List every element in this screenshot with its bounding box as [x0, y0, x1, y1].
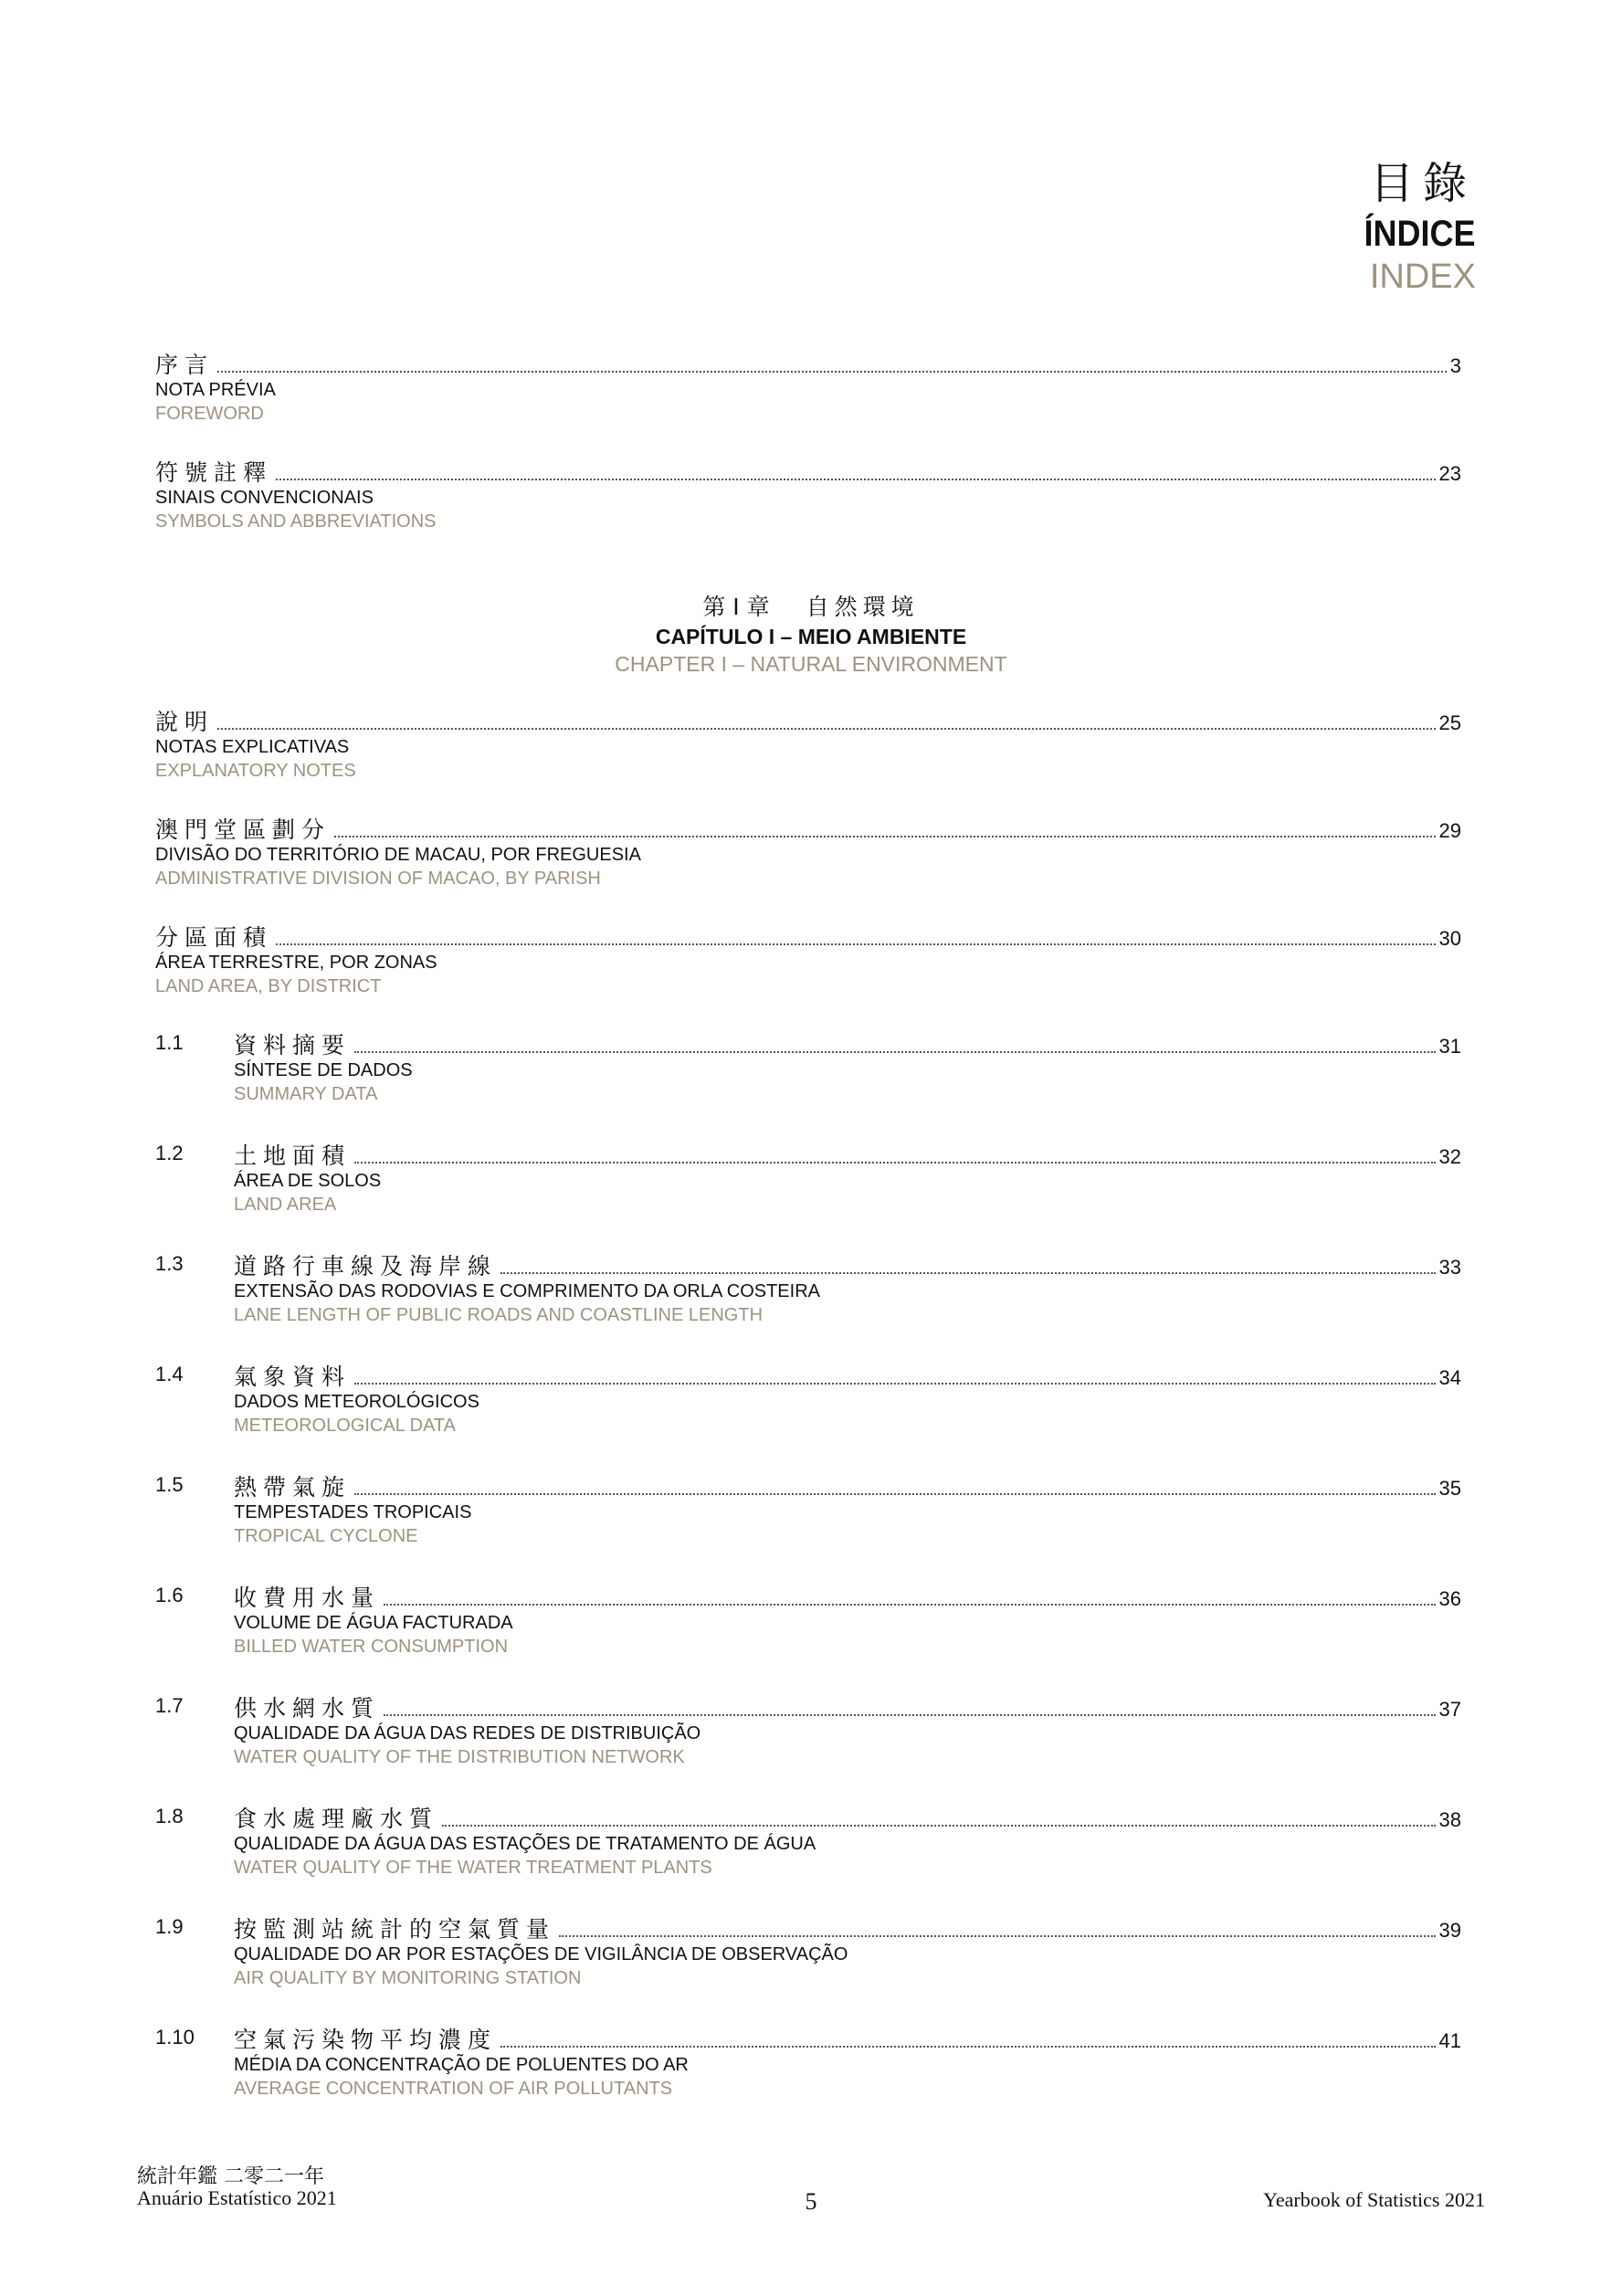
entry-title-zh: 序言: [155, 352, 215, 378]
entry-title-zh: 土地面積: [234, 1143, 352, 1169]
dot-leader: [500, 1272, 1436, 1274]
entry-title-zh: 收費用水量: [234, 1585, 381, 1611]
entry-title-pt: NOTA PRÉVIA: [155, 380, 276, 400]
dot-leader: [354, 1383, 1436, 1385]
entry-page: 41: [1438, 2029, 1461, 2052]
entry-page: 34: [1438, 1366, 1461, 1389]
dot-leader: [442, 1825, 1436, 1827]
entry-title-en: WATER QUALITY OF THE WATER TREATMENT PLANTS: [234, 1858, 712, 1878]
entry-page: 25: [1438, 711, 1461, 734]
entry-title-pt: MÉDIA DA CONCENTRAÇÃO DE POLUENTES DO AR: [234, 2055, 689, 2075]
dot-leader: [384, 1604, 1436, 1606]
entry-title-pt: ÁREA TERRESTRE, POR ZONAS: [155, 953, 437, 973]
entry-title-zh: 空氣污染物平均濃度: [234, 2027, 498, 2053]
entry-title-zh: 供水網水質: [234, 1695, 381, 1722]
toc-entry-1-9[interactable]: [155, 1912, 1461, 1990]
entry-title-zh: 氣象資料: [234, 1364, 352, 1390]
dot-leader: [276, 479, 1436, 480]
chapter-title-zh: [0, 592, 1622, 623]
entry-title-en: AIR QUALITY BY MONITORING STATION: [234, 1968, 582, 1988]
page-footer: [137, 2161, 1485, 2225]
dot-leader: [500, 2046, 1436, 2048]
dot-leader: [559, 1935, 1436, 1937]
table-number: 1.7: [155, 1694, 184, 1717]
footer-title-zh: 統計年鑑 二零二一年: [137, 2165, 324, 2188]
dot-leader: [217, 371, 1447, 373]
entry-title-zh: 食水處理廠水質: [234, 1806, 439, 1832]
entry-page: 3: [1449, 354, 1461, 377]
page-number: 5: [805, 2188, 817, 2215]
chapter-title-en: CHAPTER I – NATURAL ENVIRONMENT: [615, 652, 1007, 676]
entry-title-pt: QUALIDADE DA ÁGUA DAS ESTAÇÕES DE TRATAMENTO DE ÁGUA: [234, 1834, 816, 1854]
entry-page: 35: [1438, 1477, 1461, 1500]
toc-entry-parish[interactable]: [155, 812, 1461, 890]
entry-title-pt: SINAIS CONVENCIONAIS: [155, 488, 374, 508]
entry-title-en: ADMINISTRATIVE DIVISION OF MACAO, BY PARISH: [155, 869, 601, 889]
entry-title-pt: QUALIDADE DO AR POR ESTAÇÕES DE VIGILÂNCIA DE OBSERVAÇÃO: [234, 1944, 848, 1964]
toc-entry-foreword[interactable]: [155, 347, 1461, 426]
toc-entry-notes[interactable]: [155, 704, 1461, 783]
table-number: 1.2: [155, 1142, 184, 1164]
entry-page: 37: [1438, 1698, 1461, 1721]
entry-title-zh: 符號註釋: [155, 459, 273, 486]
entry-title-en: TROPICAL CYCLONE: [234, 1526, 418, 1546]
entry-title-pt: DIVISÃO DO TERRITÓRIO DE MACAU, POR FREGUESIA: [155, 845, 641, 865]
footer-title-pt: Anuário Estatístico 2021: [137, 2186, 337, 2209]
entry-page: 31: [1438, 1035, 1461, 1058]
entry-title-en: METEOROLOGICAL DATA: [234, 1416, 456, 1436]
index-title: [1352, 155, 1476, 298]
toc-entry-1-5[interactable]: [155, 1469, 1461, 1548]
entry-page: 30: [1438, 927, 1461, 950]
entry-title-en: FOREWORD: [155, 404, 264, 424]
entry-title-en: SYMBOLS AND ABBREVIATIONS: [155, 511, 437, 532]
dot-leader: [354, 1162, 1436, 1164]
entry-title-zh: 熱帶氣旋: [234, 1474, 352, 1501]
title-chinese: 目錄: [1369, 158, 1476, 209]
entry-page: 32: [1438, 1145, 1461, 1168]
entry-title-en: AVERAGE CONCENTRATION OF AIR POLLUTANTS: [234, 2079, 673, 2099]
table-number: 1.5: [155, 1473, 184, 1496]
entry-page: 33: [1438, 1256, 1461, 1279]
table-number: 1.1: [155, 1031, 184, 1054]
entry-title-en: BILLED WATER CONSUMPTION: [234, 1637, 509, 1657]
toc-entry-1-6[interactable]: [155, 1580, 1461, 1659]
entry-title-pt: QUALIDADE DA ÁGUA DAS REDES DE DISTRIBUIÇÃO: [234, 1723, 701, 1743]
entry-title-en: LAND AREA, BY DISTRICT: [155, 976, 382, 996]
entry-title-en: EXPLANATORY NOTES: [155, 761, 356, 781]
entry-title-en: WATER QUALITY OF THE DISTRIBUTION NETWORK: [234, 1747, 685, 1767]
entry-page: 23: [1438, 462, 1461, 485]
chapter-name-zh: 自然環境: [806, 594, 920, 620]
entry-title-zh: 說明: [155, 709, 215, 735]
chapter-title-pt: CAPÍTULO I – MEIO AMBIENTE: [655, 625, 967, 648]
dot-leader: [354, 1051, 1436, 1053]
dot-leader: [217, 728, 1436, 730]
dot-leader: [354, 1493, 1436, 1495]
entry-title-en: LAND AREA: [234, 1195, 337, 1215]
entry-title-zh: 分區面積: [155, 924, 273, 951]
table-number: 1.3: [155, 1252, 184, 1275]
entry-title-en: LANE LENGTH OF PUBLIC ROADS AND COASTLINE LENGTH: [234, 1305, 764, 1325]
entry-title-zh: 道路行車線及海岸線: [234, 1253, 498, 1280]
table-number: 1.10: [155, 2026, 195, 2048]
footer-title-en: Yearbook of Statistics 2021: [1263, 2188, 1485, 2211]
entry-title-pt: VOLUME DE ÁGUA FACTURADA: [234, 1613, 513, 1633]
entry-title-pt: ÁREA DE SOLOS: [234, 1171, 382, 1191]
entry-title-zh: 按監測站統計的空氣質量: [234, 1916, 556, 1943]
toc-entry-1-2[interactable]: [155, 1138, 1461, 1216]
dot-leader: [334, 836, 1436, 837]
dot-leader: [276, 943, 1436, 945]
entry-title-pt: SÍNTESE DE DADOS: [234, 1060, 413, 1080]
toc-entry-1-8[interactable]: [155, 1801, 1461, 1880]
entry-title-en: SUMMARY DATA: [234, 1084, 378, 1104]
entry-title-pt: NOTAS EXPLICATIVAS: [155, 737, 350, 757]
toc-entry-symbols[interactable]: [155, 455, 1461, 533]
toc-entry-1-10[interactable]: [155, 2022, 1461, 2101]
toc-entry-1-7[interactable]: [155, 1690, 1461, 1769]
entry-page: 38: [1438, 1808, 1461, 1831]
entry-title-pt: DADOS METEOROLÓGICOS: [234, 1392, 479, 1412]
toc-entry-1-3[interactable]: [155, 1248, 1461, 1327]
toc-entry-land-area-district[interactable]: [155, 920, 1461, 998]
table-number: 1.6: [155, 1584, 184, 1606]
table-number: 1.4: [155, 1363, 184, 1385]
entry-page: 36: [1438, 1587, 1461, 1610]
table-number: 1.9: [155, 1915, 184, 1938]
chapter-number-zh: 第 I 章: [702, 594, 770, 620]
title-english: INDEX: [1369, 258, 1476, 296]
entry-title-zh: 澳門堂區劃分: [155, 816, 332, 843]
chapter-heading: [0, 592, 1622, 678]
entry-title-pt: EXTENSÃO DAS RODOVIAS E COMPRIMENTO DA ORLA COSTEIRA: [234, 1281, 820, 1301]
entry-title-pt: TEMPESTADES TROPICAIS: [234, 1502, 472, 1522]
entry-page: 39: [1438, 1919, 1461, 1942]
title-portuguese: ÍNDICE: [1364, 214, 1476, 254]
table-number: 1.8: [155, 1805, 184, 1827]
dot-leader: [384, 1714, 1436, 1716]
toc-entry-1-4[interactable]: [155, 1359, 1461, 1438]
toc-entry-1-1[interactable]: [155, 1027, 1461, 1106]
entry-page: 29: [1438, 819, 1461, 842]
entry-title-zh: 資料摘要: [234, 1032, 352, 1058]
